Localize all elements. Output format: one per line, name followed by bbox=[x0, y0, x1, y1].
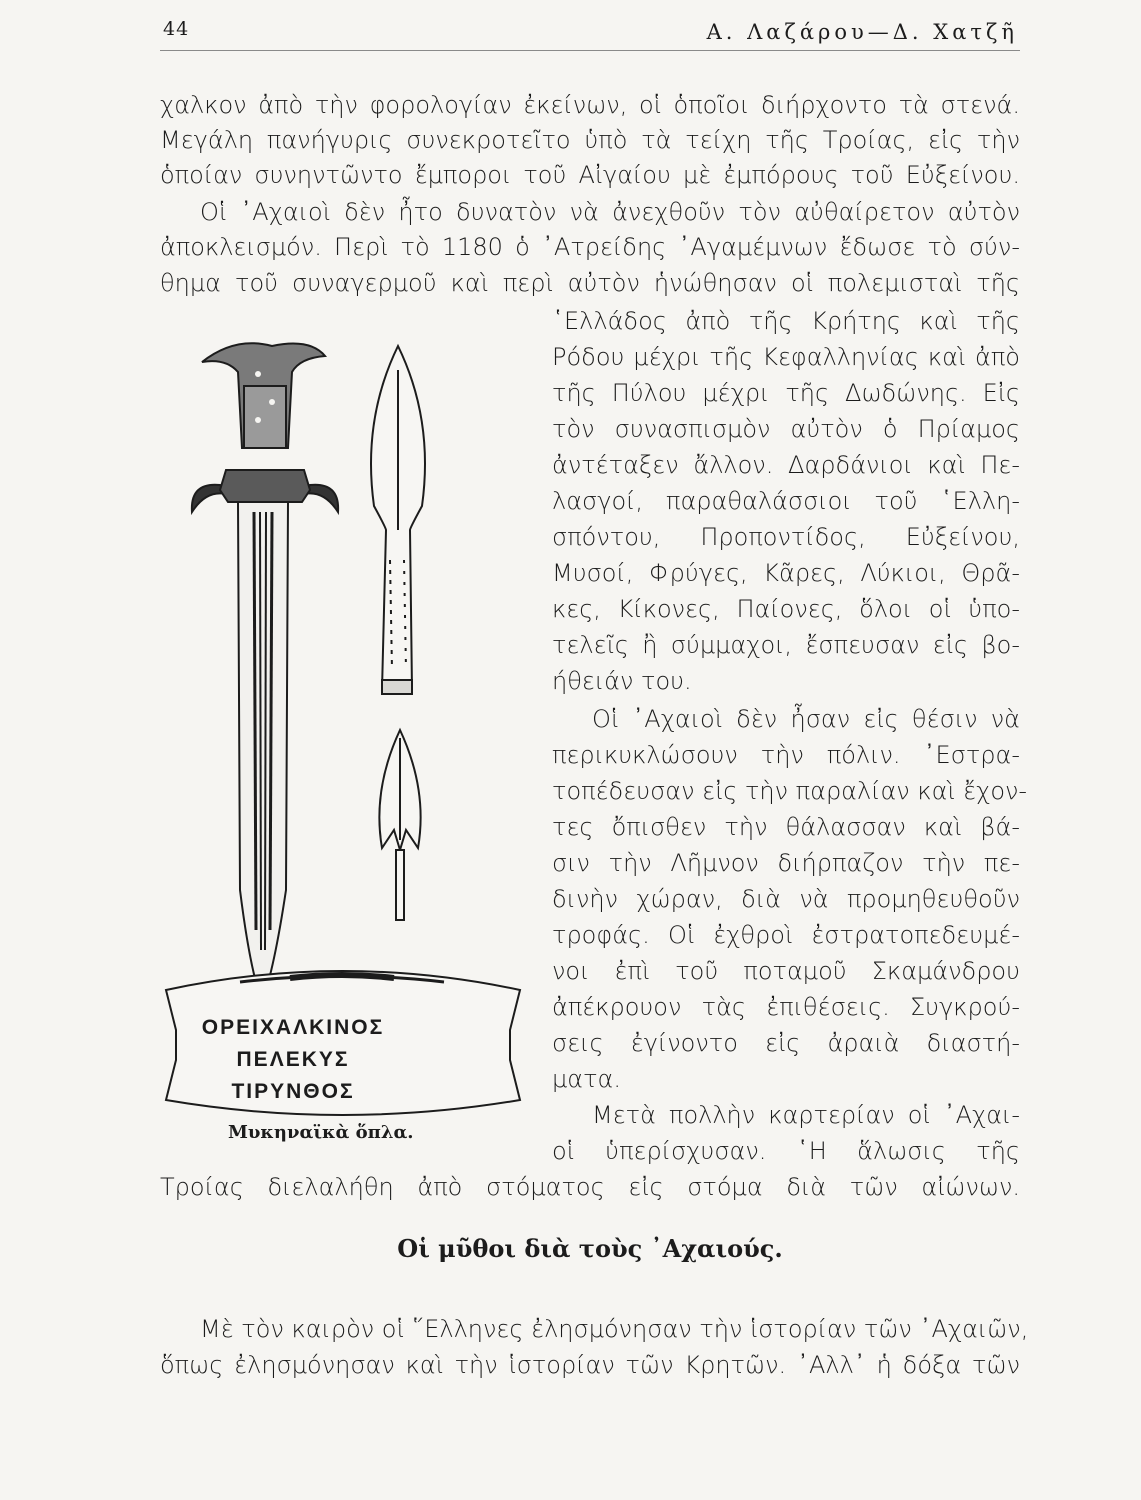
axe-label-line2: ΤΙΡΥΝΘΟΣ bbox=[231, 1080, 355, 1103]
body-line: ἀντέταξεν ἄλλον. Δαρδάνιοι καὶ Πε- bbox=[552, 451, 1020, 479]
body-line: Οἱ ᾿Αχαιοὶ δὲν ἦσαν εἰς θέσιν νὰ bbox=[592, 705, 1020, 733]
body-line: Οἱ ᾿Αχαιοὶ δὲν ἦτο δυνατὸν νὰ ἀνεχθοῦν τὸν αὐθαίρετον αὐτὸν bbox=[200, 198, 1020, 226]
body-line: σεις ἐγίνοντο εἰς ἀραιὰ διαστή- bbox=[552, 1029, 1020, 1057]
body-line: ῾Ελλάδος ἀπὸ τῆς Κρήτης καὶ τῆς bbox=[552, 307, 1020, 335]
body-line: ματα. bbox=[552, 1065, 621, 1093]
body-line: τὸν συνασπισμὸν αὐτὸν ὁ Πρίαμος bbox=[552, 415, 1020, 443]
spearhead-drawing bbox=[371, 346, 425, 694]
arrowhead-drawing bbox=[379, 730, 420, 920]
body-line: σπόντου, Προποντίδος, Εὐξείνου, bbox=[552, 523, 1020, 551]
body-line: νοι ἐπὶ τοῦ ποταμοῦ Σκαμάνδρου bbox=[552, 957, 1020, 985]
body-line: Μυσοί, Φρύγες, Κᾶρες, Λύκιοι, Θρᾶ- bbox=[552, 559, 1020, 587]
body-line: τελεῖς ἢ σύμμαχοι, ἔσπευσαν εἰς βο- bbox=[552, 631, 1020, 659]
sword-drawing bbox=[192, 343, 338, 1002]
body-line: ήθειάν του. bbox=[552, 667, 692, 695]
body-line: ἀπέκρουον τὰς ἐπιθέσεις. Συγκρού- bbox=[552, 993, 1020, 1021]
body-line: τῆς Πύλου μέχρι τῆς Δωδώνης. Εἰς bbox=[552, 379, 1020, 407]
body-line: ἀποκλεισμόν. Περὶ τὸ 1180 ὁ ᾿Ατρείδης ᾿Αγαμέμνων ἔδωσε τὸ σύν- bbox=[160, 233, 1020, 261]
body-line: λασγοί, παραθαλάσσιοι τοῦ ῾Ελλη- bbox=[552, 487, 1020, 515]
body-line: περικυκλώσουν τὴν πόλιν. ᾿Εστρα- bbox=[552, 741, 1020, 769]
axe-label bbox=[168, 1012, 418, 1108]
body-line: Τροίας διελαλήθη ἀπὸ στόματος εἰς στόμα διὰ τῶν αἰώνων. bbox=[160, 1173, 1020, 1201]
body-line: οἱ ὑπερίσχυσαν. ῾Η ἅλωσις τῆς bbox=[552, 1137, 1020, 1165]
axe-label-line1: ΟΡΕΙΧΑΛΚΙΝΟΣ ΠΕΛΕΚΥΣ bbox=[201, 1016, 385, 1071]
body-line: τροφάς. Οἱ ἐχθροὶ ἐστρατοπεδευμέ- bbox=[552, 921, 1020, 949]
body-line: Μεγάλη πανήγυρις συνεκροτεῖτο ὑπὸ τὰ τείχη τῆς Τροίας, εἰς τὴν bbox=[160, 126, 1020, 154]
running-title: Α. Λαζάρου—Δ. Χατζῆ bbox=[706, 20, 1018, 44]
section-heading: Οἱ μῦθοι διὰ τοὺς ᾿Αχαιούς. bbox=[397, 1234, 783, 1263]
body-line: Μὲ τὸν καιρὸν οἱ ῞Ελληνες ἐλησμόνησαν τὴν ἱστορίαν τῶν ᾿Αχαιῶν, bbox=[200, 1315, 1029, 1343]
body-line: θημα τοῦ συναγερμοῦ καὶ περὶ αὐτὸν ἡνώθησαν οἱ πολεμισταὶ τῆς bbox=[160, 269, 1020, 297]
body-line: Μετὰ πολλὴν καρτερίαν οἱ ᾿Αχαι- bbox=[592, 1101, 1020, 1129]
running-head bbox=[160, 14, 1020, 51]
body-line: ὁποίαν συνηντῶντο ἔμποροι τοῦ Αἰγαίου μὲ ἐμπόρους τοῦ Εὐξείνου. bbox=[160, 161, 1020, 189]
body-line: δινὴν χώραν, διὰ νὰ προμηθευθοῦν bbox=[552, 885, 1020, 913]
body-line: χαλκον ἀπὸ τὴν φορολογίαν ἐκείνων, οἱ ὁποῖοι διήρχοντο τὰ στενά. bbox=[160, 91, 1020, 119]
body-line: κες, Κίκονες, Παίονες, ὅλοι οἱ ὑπο- bbox=[552, 595, 1020, 623]
body-line: τοπέδευσαν εἰς τὴν παραλίαν καὶ ἔχον- bbox=[552, 777, 1028, 805]
body-line: σιν τὴν Λῆμνον διήρπαζον τὴν πε- bbox=[552, 849, 1020, 877]
body-line: ὅπως ἐλησμόνησαν καὶ τὴν ἱστορίαν τῶν Κρητῶν. ᾿Αλλ᾿ ἡ δόξα τῶν bbox=[160, 1351, 1020, 1379]
body-line: τες ὄπισθεν τὴν θάλασσαν καὶ βά- bbox=[552, 813, 1020, 841]
figure-caption: Μυκηναϊκὰ ὅπλα. bbox=[228, 1122, 414, 1143]
page-number: 44 bbox=[163, 18, 190, 40]
body-line: Ρόδου μέχρι τῆς Κεφαλληνίας καὶ ἀπὸ bbox=[552, 343, 1020, 371]
